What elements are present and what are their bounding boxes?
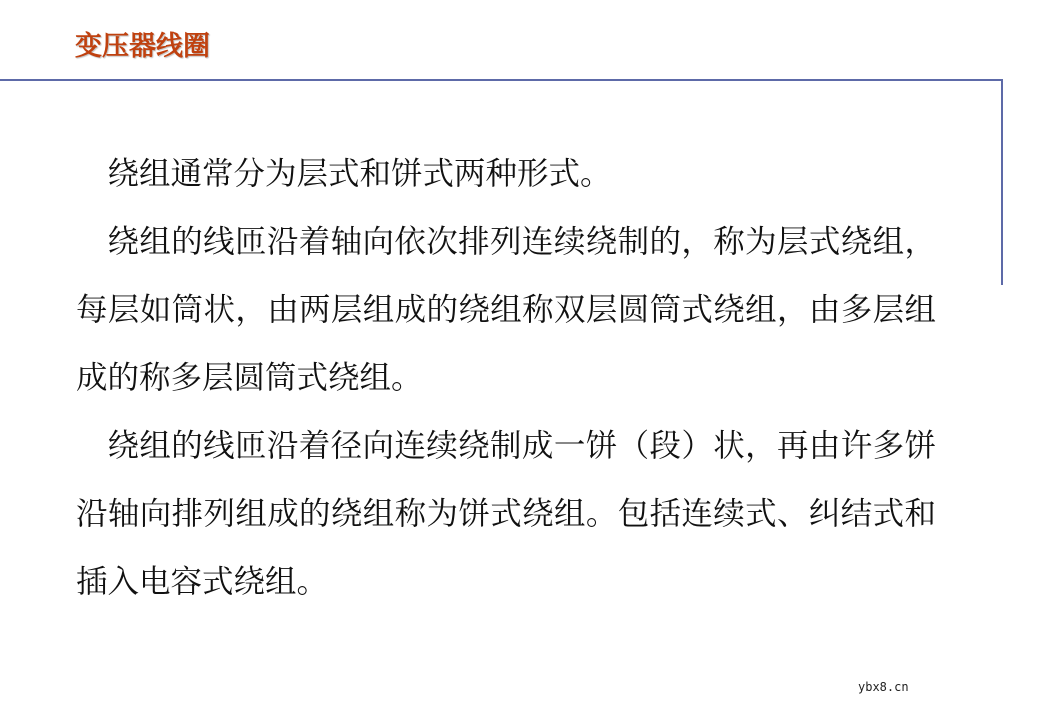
paragraph-disc-winding: 绕组的线匝沿着径向连续绕制成一饼（段）状，再由许多饼沿轴向排列组成的绕组称为饼式绕组。包括连续式、纠结式和插入电容式绕组。 [76,428,936,600]
header-divider [0,79,1003,81]
slide-title: 变压器线圈 [75,31,210,62]
watermark: ybx8.cn [858,680,909,694]
paragraph-layer-winding: 绕组的线匝沿着轴向依次排列连续绕制的，称为层式绕组，每层如筒状，由两层组成的绕组称双层圆筒式绕组，由多层组成的称多层圆筒式绕组。 [76,224,936,396]
paragraph-winding-types: 绕组通常分为层式和饼式两种形式。 [107,156,612,192]
side-divider [1001,79,1003,285]
slide-body [76,140,936,616]
